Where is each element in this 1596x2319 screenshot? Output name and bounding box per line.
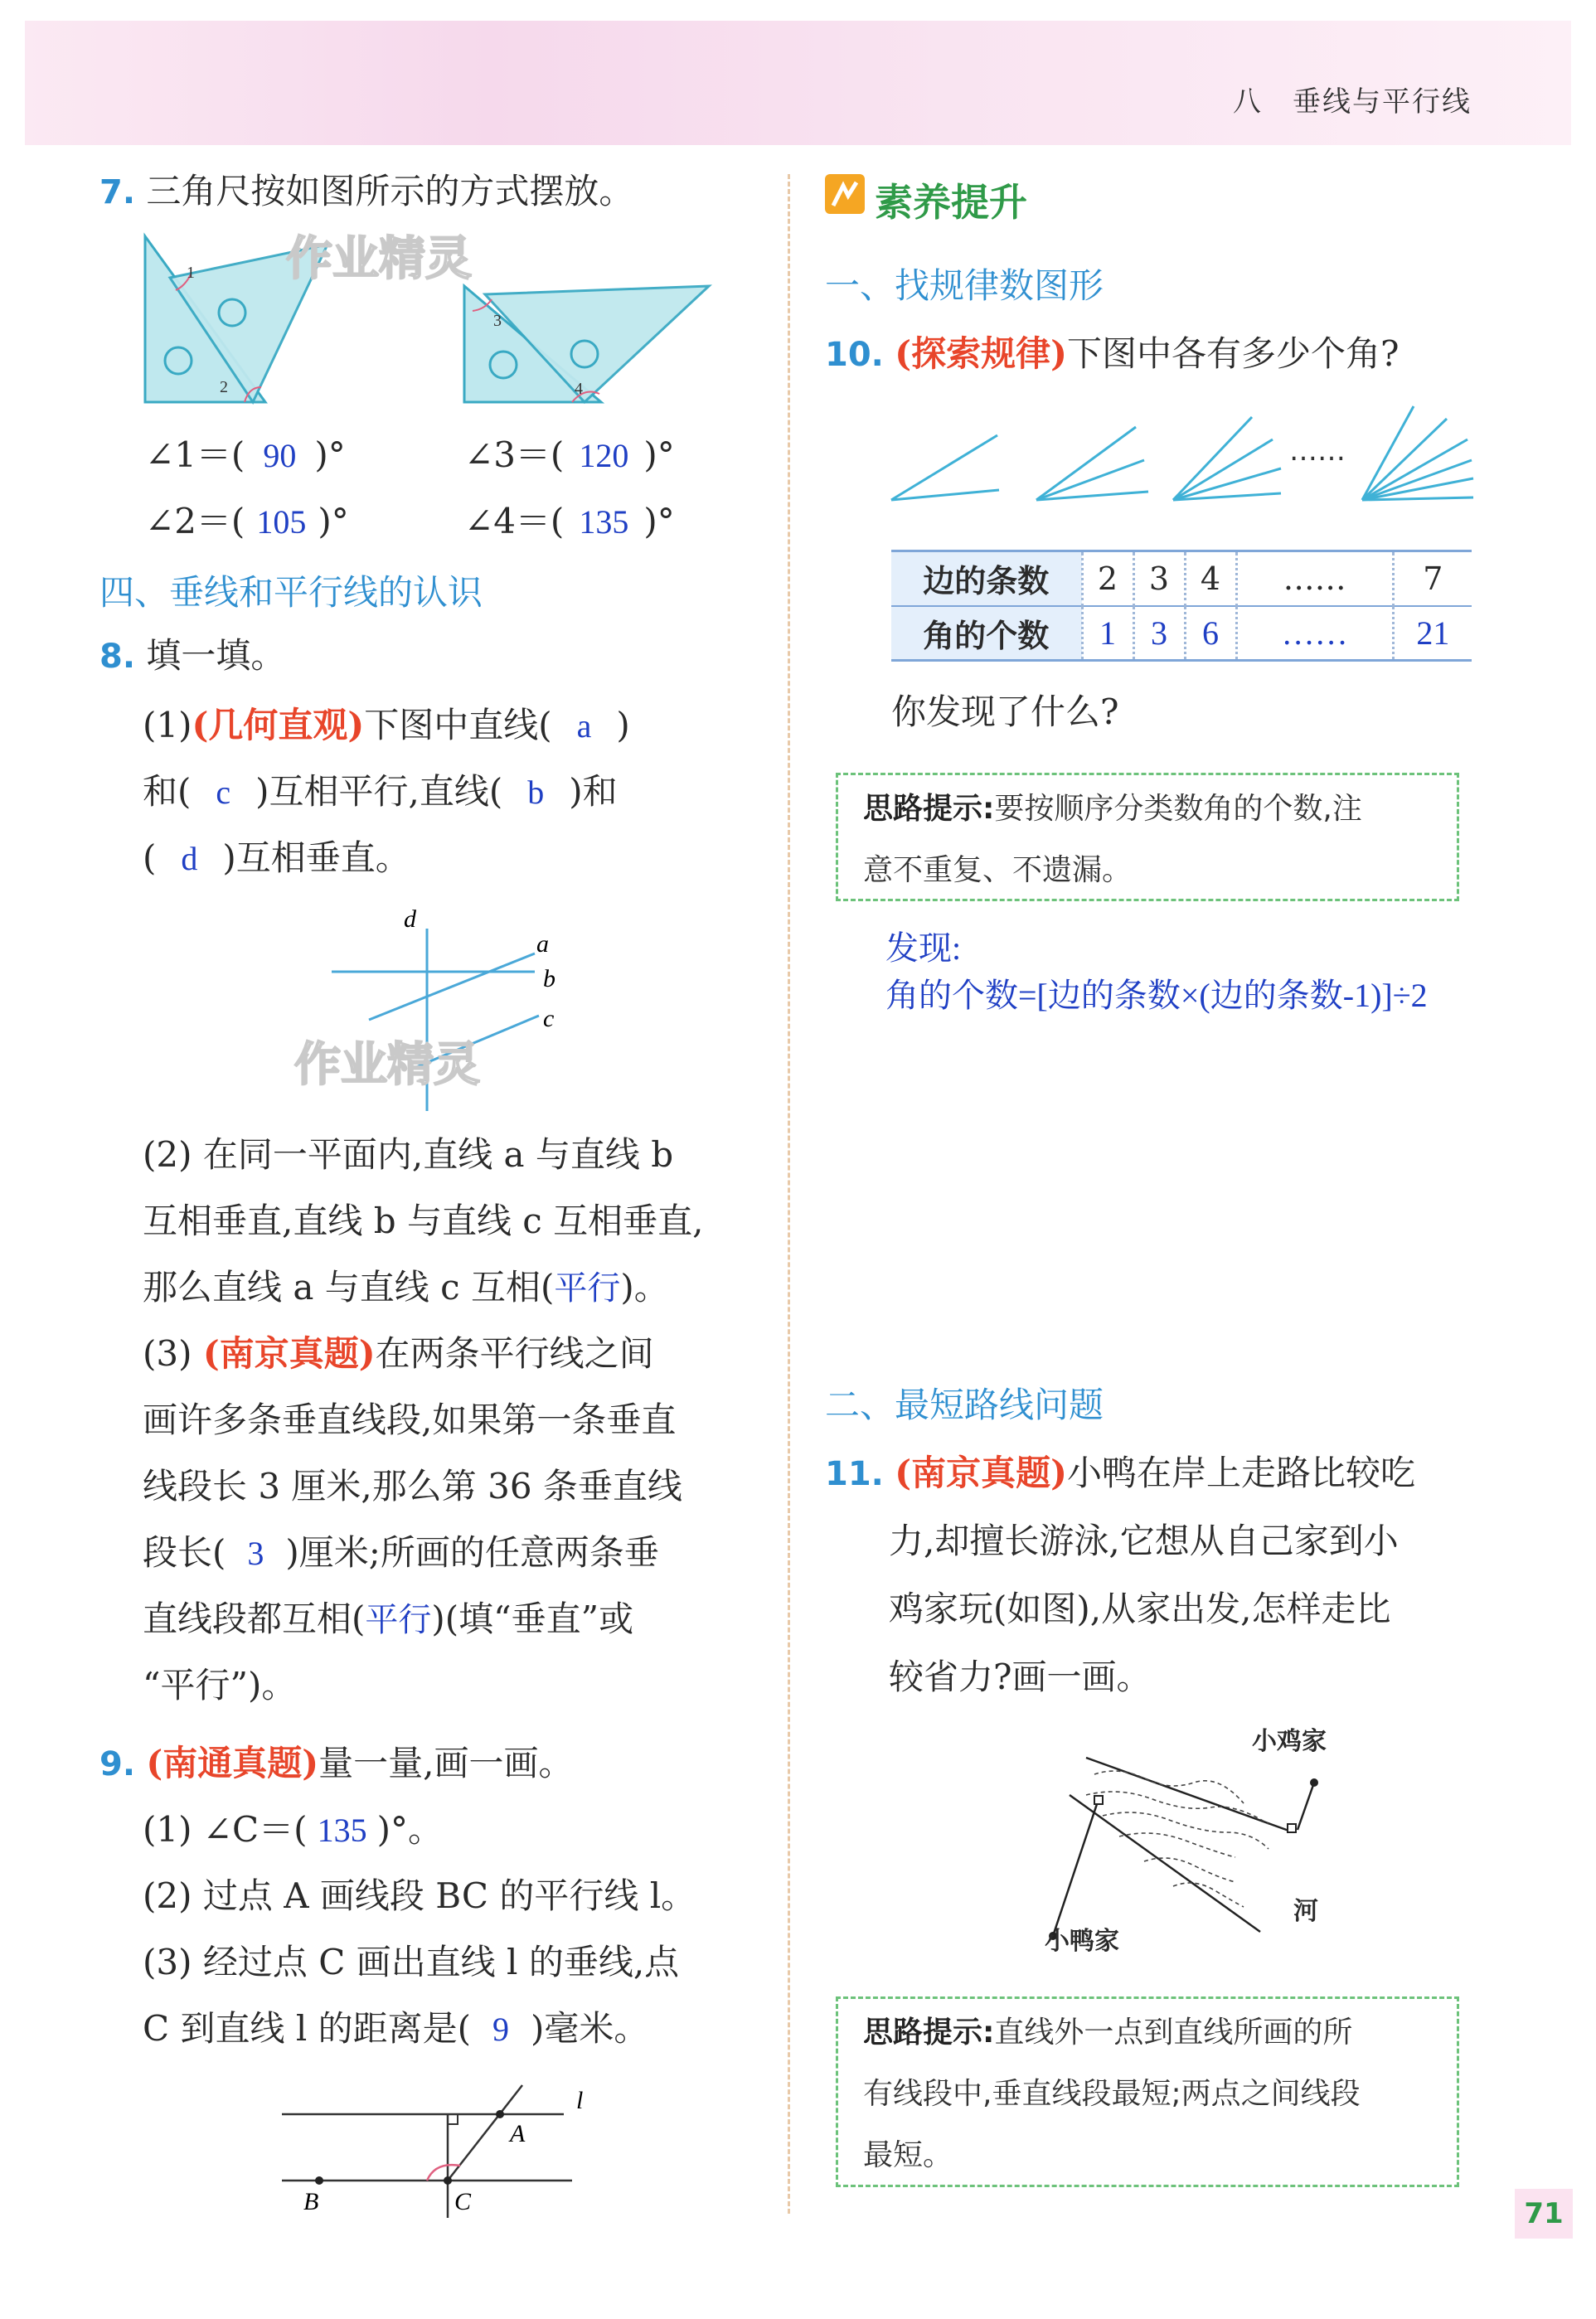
promote-icon [825, 174, 865, 214]
hint-label: 思路提示: [863, 792, 995, 826]
q8-p3-line5: 直线段都互相(平行)(填“垂直”或 [143, 1599, 634, 1639]
angle-1-label: 1 [187, 264, 195, 282]
table-cell: 21 [1393, 606, 1472, 661]
table-cell: …… [1236, 606, 1393, 661]
duck-home-label: 小鸭家 [1045, 1927, 1119, 1956]
angle-3-label: 3 [493, 312, 502, 330]
q8-p3-line3: 线段长 3 厘米,那么第 36 条垂直线 [143, 1466, 682, 1506]
line-b-label: b [543, 965, 555, 992]
q8-p1-line1: (1)(几何直观)下图中直线( a ) [143, 705, 630, 745]
line-c-label: c [543, 1005, 555, 1032]
q8-p2-line2: 互相垂直,直线 b 与直线 c 互相垂直, [143, 1201, 704, 1241]
line-a-label: a [536, 930, 549, 958]
chicken-home-label: 小鸡家 [1252, 1727, 1327, 1756]
q8-p1-line2: 和( c )互相平行,直线( b )和 [143, 771, 618, 812]
q10-number: 10. [825, 336, 884, 374]
q7-answer-1: 90 [263, 437, 297, 474]
section-4-title: 四、垂线和平行线的认识 [99, 572, 483, 613]
point-c-label: C [454, 2188, 472, 2215]
q8-p2-line3: 那么直线 a 与直线 c 互相(平行)。 [143, 1267, 669, 1307]
row2-header: 角的个数 [891, 606, 1082, 661]
q8-p3-line4: 段长( 3 )厘米;所画的任意两条垂 [143, 1532, 659, 1573]
river-label: 河 [1293, 1897, 1318, 1926]
q8-answer-1: a [576, 707, 592, 745]
q9-answer-3: 9 [492, 2011, 510, 2048]
q8-answer-4: d [181, 840, 198, 877]
q8-answer-3: b [527, 774, 545, 811]
q8-p1-line3: ( d )互相垂直。 [143, 837, 410, 878]
q9-figure [274, 2077, 622, 2243]
q9-p3-line2: C 到直线 l 的距离是( 9 )毫米。 [143, 2008, 649, 2049]
column-divider [788, 174, 790, 2214]
line-l-label: l [576, 2087, 584, 2114]
right-triangles [464, 286, 709, 402]
table-cell: 1 [1082, 606, 1133, 661]
table-row [891, 606, 1472, 661]
q11-line1: 11. (南京真题)小鸭在岸上走路比较吃 [825, 1453, 1415, 1493]
line-d-label: d [404, 905, 416, 933]
chapter-title: 八 垂线与平行线 [1233, 85, 1472, 119]
table-cell: 6 [1185, 606, 1236, 661]
watermark-1: 作业精灵 [286, 232, 472, 286]
block-title: 素养提升 [875, 180, 1027, 225]
table-cell: 4 [1185, 551, 1236, 606]
q9-p2: (2) 过点 A 画线段 BC 的平行线 l。 [143, 1875, 696, 1916]
q10-finding-label: 发现: [885, 929, 962, 967]
q11-line2: 力,却擅长游泳,它想从自己家到小 [889, 1521, 1399, 1561]
table-cell: 7 [1393, 551, 1472, 606]
q7-number: 7. [99, 173, 136, 211]
q9-tag: (南通真题) [146, 1743, 319, 1783]
q9-number: 9. [99, 1745, 136, 1783]
q10-line: 10. (探索规律)下图中各有多少个角? [825, 333, 1400, 374]
q8-number: 8. [99, 638, 136, 676]
q8-tag: (几何直观) [192, 705, 365, 745]
q8-line: 8. 填一填。 [99, 635, 286, 676]
q7-answer-2: 105 [256, 503, 307, 541]
table-row [891, 551, 1472, 606]
q10-table [891, 550, 1472, 662]
q8-p2-line1: (2) 在同一平面内,直线 a 与直线 b [143, 1134, 674, 1175]
q10-angles-figure [883, 402, 1480, 518]
angle-2-label: 2 [220, 378, 228, 396]
q7-angle1: ∠1＝( 90 )° [145, 434, 346, 475]
q8-p3-line1: (3) (南京真题)在两条平行线之间 [143, 1333, 654, 1374]
q8-p3-answer-2: 平行 [365, 1601, 432, 1638]
q8-p3-line2: 画许多条垂直线段,如果第一条垂直 [143, 1400, 677, 1440]
section-1-title: 一、找规律数图形 [825, 265, 1104, 306]
table-cell: 3 [1133, 551, 1185, 606]
q8-p3-line6: “平行”)。 [143, 1665, 297, 1705]
q9-line: 9. (南通真题)量一量,画一画。 [99, 1743, 574, 1783]
q9-p3-line1: (3) 经过点 C 画出直线 l 的垂线,点 [143, 1942, 680, 1982]
q11-hint-box: 思路提示:直线外一点到直线所画的所 有线段中,垂直线段最短;两点之间线段 最短。 [836, 1996, 1459, 2187]
q8-p3-tag: (南京真题) [202, 1333, 376, 1374]
q7-angle4: ∠4＝( 135 )° [464, 501, 675, 541]
q11-line4: 较省力?画一画。 [889, 1657, 1152, 1697]
q7-line [99, 158, 633, 226]
q10-question: 你发现了什么? [891, 691, 1119, 732]
q10-finding: 角的个数=[边的条数×(边的条数-1)]÷2 [885, 977, 1428, 1014]
table-cell: 3 [1133, 606, 1185, 661]
q11-line3: 鸡家玩(如图),从家出发,怎样走比 [889, 1589, 1391, 1629]
q7-answer-3: 120 [579, 437, 629, 474]
q11-number: 11. [825, 1455, 884, 1493]
row1-header: 边的条数 [891, 551, 1082, 606]
table-cell: 2 [1082, 551, 1133, 606]
watermark-2: 作业精灵 [294, 1038, 480, 1092]
angle-4-label: 4 [575, 380, 583, 398]
q9-answer-1: 135 [317, 1812, 367, 1849]
table-cell: …… [1236, 551, 1393, 606]
page-number: 71 [1515, 2189, 1573, 2239]
q11-tag: (南京真题) [895, 1453, 1067, 1493]
q10-ellipsis: …… [1289, 434, 1346, 468]
point-b-label: B [303, 2188, 319, 2215]
q10-hint-box: 思路提示:要按顺序分类数角的个数,注 意不重复、不遗漏。 [836, 773, 1459, 901]
q7-angle2: ∠2＝( 105 )° [145, 501, 349, 541]
hint-label: 思路提示: [863, 2016, 995, 2050]
q8-answer-2: c [216, 774, 231, 811]
q7-angle3: ∠3＝( 120 )° [464, 434, 675, 475]
q7-text: 三角尺按如图所示的方式摆放。 [146, 171, 634, 211]
point-a-label: A [510, 2120, 526, 2147]
q7-answer-4: 135 [579, 503, 629, 541]
q10-tag: (探索规律) [895, 333, 1067, 374]
section-2-title: 二、最短路线问题 [825, 1385, 1104, 1425]
q9-p1: (1) ∠C＝( 135 )°。 [143, 1809, 443, 1850]
q8-p3-answer-1: 3 [247, 1535, 264, 1572]
q8-p2-answer: 平行 [554, 1269, 621, 1307]
